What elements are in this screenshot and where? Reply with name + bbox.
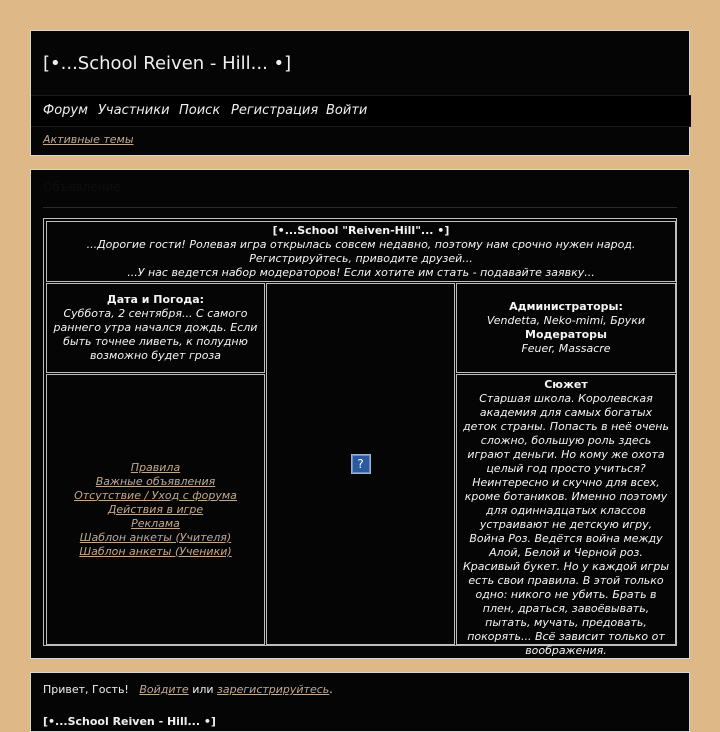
welcome-text <box>43 683 333 696</box>
register-link[interactable]: зарегистрируйтесь <box>217 683 330 696</box>
advertising-link[interactable]: Реклама <box>131 516 180 530</box>
date-weather-label: Дата и Погода: <box>106 293 205 306</box>
mods-label: Модераторы <box>525 328 607 341</box>
site-title[interactable]: [•...School Reiven - Hill... •] <box>43 53 292 74</box>
active-topics-link[interactable]: Активные темы <box>43 133 134 146</box>
plot-label: Сюжет <box>544 378 588 391</box>
mods-list: Feuer, Massacre <box>521 342 611 355</box>
teacher-form-link[interactable]: Шаблон анкеты (Учителя) <box>79 530 232 544</box>
center-image-cell <box>266 283 455 645</box>
login-link[interactable]: Войдите <box>139 683 189 696</box>
announcement-panel <box>30 169 690 659</box>
game-actions-link[interactable]: Действия в игре <box>107 502 204 516</box>
announcement-table <box>43 218 677 657</box>
important-announcements-link[interactable]: Важные объявления <box>95 474 216 488</box>
announcement-heading: Объявление <box>43 180 121 194</box>
plot-text: Старшая школа. Королевская академия для самых богатых деток страны. Попасть в неё очень сложно, большую роль здесь играют деньги. Но кому же охота целый год просто учиться? Неинтересно и скучно для всех, кроме ботаников. Именно поэтому для одиннадцатых классов устраивают не детскую игру, Война Роз. Ведётся война между Алой, Белой и Черной роз. Красивый букет. Но у каждой игры есть свои правила. В этой только одно: никого не убить. Брать в плен, драться, завоёвывать, пытать, мучать, предовать, покорять... Всё зависит только от воображения. <box>462 392 670 657</box>
header-panel <box>30 30 690 156</box>
nav-bar <box>31 95 691 127</box>
date-weather-text: Суббота, 2 сентября... С самого раннего утра начался дождь. Если быть точнее ливеть, к полудню возможно будет гроза <box>53 307 258 362</box>
staff-cell <box>456 283 676 373</box>
broken-image-icon: ? <box>351 454 371 474</box>
divider <box>43 207 677 208</box>
intro-line-1: ...Дорогие гости! Ролевая игра открылась совсем недавно, поэтому нам срочно нужен народ. <box>86 237 636 251</box>
greeting: Привет, Гость! <box>43 683 129 696</box>
intro-cell <box>46 221 676 282</box>
nav-register[interactable]: Регистрация <box>231 103 319 118</box>
intro-line-3: ...У нас ведется набор модераторов! Если хотите им стать - подавайте заявку... <box>127 265 595 279</box>
student-form-link[interactable]: Шаблон анкеты (Ученики) <box>79 544 232 558</box>
period: . <box>329 683 333 696</box>
date-weather-cell <box>46 283 265 373</box>
or-text: или <box>192 683 214 696</box>
nav-search[interactable]: Поиск <box>179 103 221 118</box>
intro-line-2: Регистрируйтесь, приводите друзей... <box>249 251 473 265</box>
welcome-panel <box>30 672 690 732</box>
admins-list: Vendetta, Neko-mimi, Бруки <box>486 314 646 327</box>
intro-title: [•...School "Reiven-Hill"... •] <box>272 223 450 237</box>
footer-title: [•...School Reiven - Hill... •] <box>43 715 216 728</box>
absence-link[interactable]: Отсутствие / Уход с форума <box>74 488 237 502</box>
nav-login[interactable]: Войти <box>326 103 368 118</box>
links-cell <box>46 374 265 645</box>
rules-link[interactable]: Правила <box>130 460 181 474</box>
nav-forum[interactable]: Форум <box>43 103 88 118</box>
nav-members[interactable]: Участники <box>98 103 170 118</box>
plot-cell <box>456 374 676 657</box>
admins-label: Администраторы: <box>509 300 623 313</box>
